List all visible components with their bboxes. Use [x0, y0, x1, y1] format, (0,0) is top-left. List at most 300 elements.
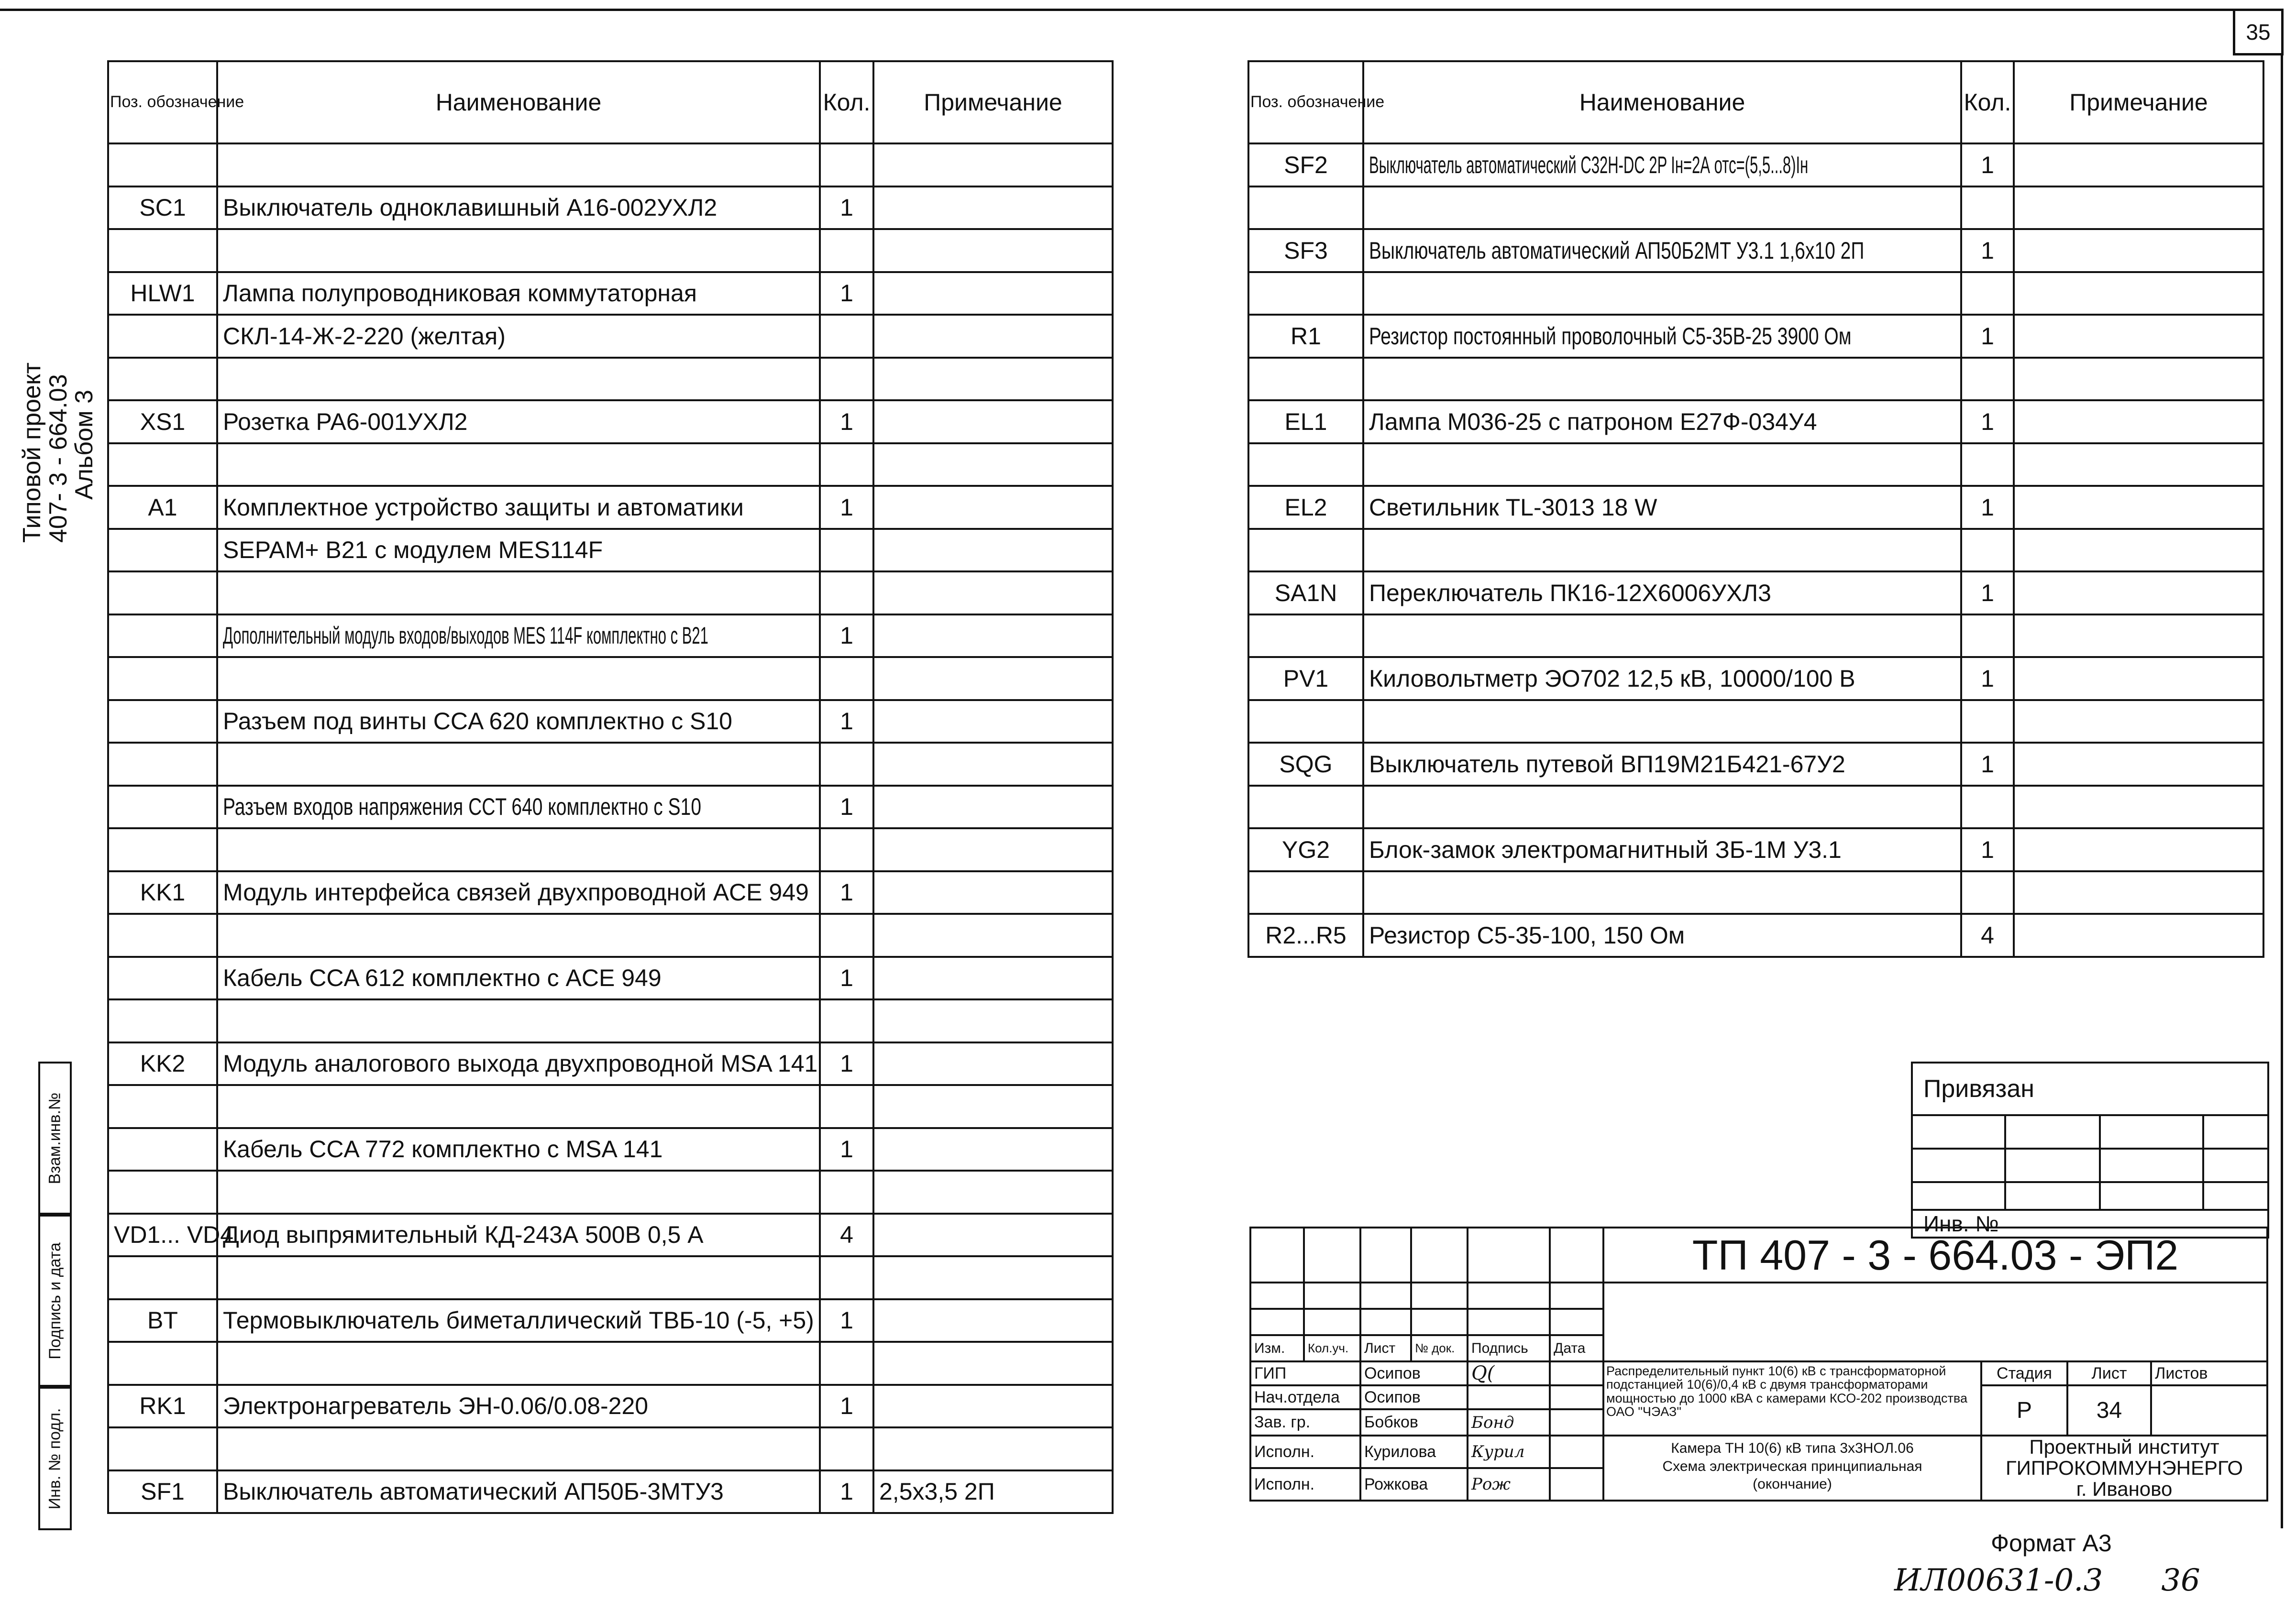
right-border-line: [2281, 55, 2283, 1528]
left-pos-cell: [108, 186, 217, 230]
left-pos-text: KK1: [140, 879, 186, 906]
left-spec-table: [107, 60, 1114, 1514]
right-name-cell: [1363, 358, 1961, 401]
left-qty-cell: [820, 571, 873, 614]
right-qty-text: 1: [1981, 237, 1994, 264]
side-title-line1: Типовой проект: [18, 362, 46, 543]
sheet-title-line3: (окончание): [1753, 1476, 1832, 1492]
left-qty-text: 1: [840, 793, 853, 821]
right-pos-text: EL2: [1284, 493, 1327, 521]
left-pos-cell: [108, 1427, 217, 1470]
left-qty-text: 1: [840, 280, 853, 307]
left-name-text: Комплектное устройство защиты и автоматики: [223, 493, 744, 521]
left-name-text: Модуль интерфейса связей двухпроводной ACE 949: [223, 879, 809, 906]
col-koluch: Кол.уч.: [1304, 1335, 1360, 1361]
title-block: [1249, 1227, 2268, 1502]
right-qty-cell: [1961, 186, 2014, 230]
right-qty-cell: [1961, 914, 2014, 957]
right-pos-cell: [1248, 914, 1363, 957]
left-note-cell: [873, 999, 1113, 1042]
side-title-line2: 407- 3 - 664.03: [44, 374, 72, 543]
right-qty-cell: [1961, 229, 2014, 272]
left-row: [108, 400, 1113, 443]
left-name-text: Разъем под винты CCA 620 комплектно с S10: [223, 708, 732, 735]
left-note-cell: [873, 143, 1113, 186]
right-name-cell: [1363, 143, 1961, 186]
right-pos-cell: [1248, 657, 1363, 700]
role-gip: ГИП: [1250, 1361, 1360, 1385]
right-note-cell: [2014, 186, 2263, 230]
left-note-cell: [873, 443, 1113, 486]
right-pos-text: YG2: [1281, 836, 1330, 863]
left-qty-cell: [820, 614, 873, 658]
left-pos-text: SF1: [141, 1478, 185, 1505]
header-note: Примечание: [2014, 61, 2263, 143]
left-row: [108, 1128, 1113, 1171]
left-row: [108, 999, 1113, 1042]
right-pos-cell: [1248, 529, 1363, 572]
right-qty-cell: [1961, 272, 2014, 315]
left-pos-cell: [108, 786, 217, 829]
left-qty-cell: [820, 1342, 873, 1385]
left-name-cell: [217, 786, 820, 829]
right-note-cell: [2014, 529, 2263, 572]
left-note-cell: [873, 400, 1113, 443]
right-qty-text: 1: [1981, 493, 1994, 521]
left-name-cell: [217, 999, 820, 1042]
right-pos-cell: [1248, 229, 1363, 272]
right-pos-text: SA1N: [1274, 579, 1337, 606]
left-qty-cell: [820, 914, 873, 957]
right-row: [1248, 914, 2263, 957]
left-name-text: Выключатель автоматический АП50Б-3МТУ3: [223, 1478, 724, 1505]
list-value: 34: [2067, 1385, 2151, 1436]
right-pos-cell: [1248, 443, 1363, 486]
right-pos-cell: [1248, 400, 1363, 443]
left-name-text: Выключатель одноклавишный А16-002УХЛ2: [223, 194, 718, 221]
left-qty-cell: [820, 229, 873, 272]
left-note-cell: [873, 957, 1113, 1000]
left-pos-cell: [108, 1128, 217, 1171]
right-row: [1248, 272, 2263, 315]
left-name-cell: [217, 529, 820, 572]
left-pos-cell: [108, 1256, 217, 1299]
project-description: Распределительный пункт 10(6) кВ с трансформаторной подстанцией 10(6)/0,4 кВ с двумя трансформаторами мощностью до 1000 кВА с камерами КСО-202 производства ОАО "ЧЭАЗ": [1603, 1361, 1981, 1436]
left-row: [108, 957, 1113, 1000]
side-stamp-podpis-label: Подпись и дата: [45, 1242, 64, 1360]
right-table-body: [1248, 143, 2263, 957]
left-qty-text: 4: [840, 1221, 853, 1249]
left-row: [108, 614, 1113, 658]
col-ndok: № док.: [1411, 1335, 1468, 1361]
left-pos-cell: [108, 743, 217, 786]
left-note-cell: [873, 486, 1113, 529]
left-name-cell: [217, 1427, 820, 1470]
right-qty-cell: [1961, 443, 2014, 486]
left-note-cell: [873, 743, 1113, 786]
left-name-cell: [217, 914, 820, 957]
left-qty-text: 1: [840, 408, 853, 435]
right-name-cell: [1363, 614, 1961, 658]
left-pos-cell: [108, 828, 217, 871]
left-pos-cell: [108, 1342, 217, 1385]
right-name-text: Выключатель автоматический C32H-DC 2P Iн=2А отс=(5,5...8)Iн: [1369, 151, 1809, 178]
signature-1: Q(: [1468, 1361, 1550, 1385]
left-pos-text: A1: [148, 493, 177, 521]
col-data: Дата: [1550, 1335, 1603, 1361]
right-note-cell: [2014, 828, 2263, 871]
left-qty-cell: [820, 1256, 873, 1299]
right-qty-text: 1: [1981, 665, 1994, 692]
right-qty-cell: [1961, 871, 2014, 914]
right-row: [1248, 571, 2263, 614]
left-pos-cell: [108, 700, 217, 743]
left-note-cell: [873, 1427, 1113, 1470]
left-qty-cell: [820, 143, 873, 186]
left-note-cell: [873, 272, 1113, 315]
left-name-text: Кабель CCA 772 комплектно с MSA 141: [223, 1136, 663, 1163]
right-row: [1248, 186, 2263, 230]
right-qty-cell: [1961, 529, 2014, 572]
col-list: Лист: [1360, 1335, 1411, 1361]
left-name-cell: [217, 272, 820, 315]
right-pos-cell: [1248, 700, 1363, 743]
left-qty-cell: [820, 443, 873, 486]
left-pos-cell: [108, 914, 217, 957]
right-qty-cell: [1961, 571, 2014, 614]
left-pos-cell: [108, 614, 217, 658]
left-pos-cell: [108, 229, 217, 272]
header-pos: Поз. обозначение: [1248, 61, 1363, 143]
left-row: [108, 315, 1113, 358]
left-name-cell: [217, 1128, 820, 1171]
left-row: [108, 229, 1113, 272]
left-name-cell: [217, 443, 820, 486]
right-qty-text: 1: [1981, 408, 1994, 435]
side-title-line3: Альбом 3: [70, 390, 99, 500]
left-note-cell: [873, 186, 1113, 230]
left-row: [108, 1085, 1113, 1128]
right-name-cell: [1363, 871, 1961, 914]
right-note-cell: [2014, 657, 2263, 700]
left-note-cell: [873, 1256, 1113, 1299]
left-note-cell: [873, 229, 1113, 272]
left-name-cell: [217, 229, 820, 272]
left-name-cell: [217, 143, 820, 186]
right-qty-text: 1: [1981, 322, 1994, 350]
left-name-cell: [217, 957, 820, 1000]
left-pos-text: XS1: [140, 408, 186, 435]
left-row: [108, 272, 1113, 315]
left-name-text: Термовыключатель биметаллический ТВБ-10 (-5, +5): [223, 1307, 814, 1334]
left-name-cell: [217, 1171, 820, 1214]
side-stamp-podpis: [38, 1215, 72, 1387]
right-row: [1248, 700, 2263, 743]
left-name-text: Диод выпрямительный КД-243А 500В 0,5 А: [223, 1221, 704, 1249]
left-note-cell: [873, 871, 1113, 914]
right-name-text: Выключатель автоматический АП50Б2МТ У3.1 1,6х10 2П: [1369, 237, 1865, 264]
left-note-cell: [873, 1128, 1113, 1171]
sheet-number: 35: [2246, 20, 2271, 44]
right-row: [1248, 657, 2263, 700]
left-qty-text: 1: [840, 1307, 853, 1334]
left-qty-cell: [820, 1171, 873, 1214]
role-nach: Нач.отдела: [1250, 1385, 1360, 1409]
left-qty-cell: [820, 529, 873, 572]
right-pos-cell: [1248, 743, 1363, 786]
right-row: [1248, 486, 2263, 529]
person-zav: Бобков: [1360, 1409, 1468, 1436]
left-name-cell: [217, 400, 820, 443]
left-row: [108, 443, 1113, 486]
left-qty-text: 1: [840, 194, 853, 221]
right-name-cell: [1363, 700, 1961, 743]
right-note-cell: [2014, 358, 2263, 401]
left-qty-cell: [820, 1299, 873, 1342]
left-pos-text: KK2: [140, 1050, 186, 1077]
format-label: Формат А3: [1991, 1530, 2112, 1557]
left-row: [108, 657, 1113, 700]
header-qty: Кол.: [1961, 61, 2014, 143]
left-qty-cell: [820, 957, 873, 1000]
side-stamp-inv-podl: [38, 1387, 72, 1530]
person-ispoln-2: Рожкова: [1360, 1468, 1468, 1501]
right-note-cell: [2014, 229, 2263, 272]
right-qty-cell: [1961, 700, 2014, 743]
right-name-cell: [1363, 828, 1961, 871]
right-name-text: Лампа М036-25 с патроном Е27Ф-034У4: [1369, 408, 1817, 435]
left-name-cell: [217, 700, 820, 743]
listov-label: Листов: [2151, 1361, 2267, 1385]
side-stamp-inv-podl-label: Инв. № подл.: [45, 1408, 64, 1509]
right-qty-cell: [1961, 614, 2014, 658]
person-ispoln-1: Курилова: [1360, 1436, 1468, 1468]
left-note-cell: [873, 1171, 1113, 1214]
left-qty-text: 1: [840, 622, 853, 649]
left-pos-cell: [108, 571, 217, 614]
right-note-cell: [2014, 871, 2263, 914]
role-zav: Зав. гр.: [1250, 1409, 1360, 1436]
left-pos-cell: [108, 957, 217, 1000]
person-nach: Осипов: [1360, 1385, 1468, 1409]
right-name-text: Переключатель ПК16-12Х6006УХЛ3: [1369, 579, 1771, 606]
left-row: [108, 1042, 1113, 1086]
left-name-text: Разъем входов напряжения CCT 640 комплектно с S10: [223, 793, 702, 821]
right-note-cell: [2014, 743, 2263, 786]
right-row: [1248, 358, 2263, 401]
right-pos-text: R2...R5: [1265, 921, 1347, 949]
left-row: [108, 871, 1113, 914]
left-note-cell: [873, 1385, 1113, 1428]
left-row: [108, 700, 1113, 743]
right-row: [1248, 871, 2263, 914]
left-name-cell: [217, 1085, 820, 1128]
left-note-cell: [873, 571, 1113, 614]
right-name-cell: [1363, 229, 1961, 272]
listov-value: [2151, 1385, 2267, 1436]
left-table-header: [108, 61, 1113, 143]
right-name-text: Резистор постоянный проволочный С5-35В-25 3900 Ом: [1369, 322, 1852, 350]
right-spec-table: [1247, 60, 2264, 958]
left-qty-cell: [820, 999, 873, 1042]
right-qty-text: 1: [1981, 579, 1994, 606]
left-name-cell: [217, 186, 820, 230]
right-note-cell: [2014, 571, 2263, 614]
right-note-cell: [2014, 400, 2263, 443]
left-qty-cell: [820, 700, 873, 743]
right-qty-cell: [1961, 743, 2014, 786]
left-row: [108, 571, 1113, 614]
left-name-cell: [217, 1256, 820, 1299]
left-pos-cell: [108, 315, 217, 358]
right-name-text: Блок-замок электромагнитный ЗБ-1М У3.1: [1369, 836, 1842, 863]
left-row: [108, 358, 1113, 401]
left-pos-cell: [108, 443, 217, 486]
left-row: [108, 828, 1113, 871]
right-name-cell: [1363, 400, 1961, 443]
organization: [1981, 1436, 2267, 1501]
left-pos-cell: [108, 272, 217, 315]
left-pos-cell: [108, 529, 217, 572]
right-qty-text: 4: [1981, 921, 1994, 949]
right-name-cell: [1363, 186, 1961, 230]
right-qty-text: 1: [1981, 750, 1994, 778]
header-name: Наименование: [1363, 61, 1961, 143]
left-pos-cell: [108, 358, 217, 401]
binding-title: Привязан: [1912, 1063, 2268, 1115]
right-row: [1248, 786, 2263, 829]
left-qty-cell: [820, 786, 873, 829]
doc-code: ТП 407 - 3 - 664.03 - ЭП2: [1603, 1228, 2267, 1283]
left-qty-cell: [820, 1427, 873, 1470]
left-pos-cell: [108, 143, 217, 186]
org-line2: ГИПРОКОММУНЭНЕРГО: [2005, 1457, 2243, 1480]
right-pos-cell: [1248, 614, 1363, 658]
right-row: [1248, 400, 2263, 443]
right-row: [1248, 828, 2263, 871]
left-name-cell: [217, 828, 820, 871]
left-note-cell: [873, 1085, 1113, 1128]
right-name-text: Выключатель путевой ВП19М21Б421-67У2: [1369, 750, 1845, 778]
left-name-cell: [217, 315, 820, 358]
left-name-cell: [217, 657, 820, 700]
left-pos-cell: [108, 1385, 217, 1428]
sheet-title: [1603, 1436, 1981, 1501]
sheet-number-box: [2233, 9, 2284, 55]
left-name-text: Лампа полупроводниковая коммутаторная: [223, 280, 697, 307]
left-name-cell: [217, 1214, 820, 1257]
left-note-cell: [873, 1299, 1113, 1342]
left-name-text: Дополнительный модуль входов/выходов MES 114F комплектно с B21: [223, 622, 708, 649]
left-row: [108, 143, 1113, 186]
left-name-cell: [217, 358, 820, 401]
left-pos-cell: [108, 1042, 217, 1086]
left-name-text: Модуль аналогового выхода двухпроводной MSA 141: [223, 1050, 818, 1077]
role-ispoln-2: Исполн.: [1250, 1468, 1360, 1501]
right-name-text: Светильник TL-3013 18 W: [1369, 493, 1657, 521]
header-pos: Поз. обозначение: [108, 61, 217, 143]
right-pos-cell: [1248, 871, 1363, 914]
side-stamp-zam-inv-label: Взам.инв.№: [45, 1092, 64, 1184]
left-qty-cell: [820, 272, 873, 315]
left-table-body: [108, 143, 1113, 1513]
right-name-cell: [1363, 914, 1961, 957]
right-pos-cell: [1248, 272, 1363, 315]
top-border-line: [0, 9, 2234, 11]
left-qty-text: 1: [840, 1136, 853, 1163]
left-qty-text: 1: [840, 493, 853, 521]
left-row: [108, 1299, 1113, 1342]
org-line3: г. Иваново: [2076, 1478, 2173, 1501]
sheet-title-line2: Схема электрическая принципиальная: [1662, 1458, 1922, 1474]
left-note-cell: [873, 1042, 1113, 1086]
left-name-text: СКЛ-14-Ж-2-220 (желтая): [223, 322, 506, 350]
right-pos-cell: [1248, 571, 1363, 614]
left-name-cell: [217, 1042, 820, 1086]
right-qty-cell: [1961, 486, 2014, 529]
left-pos-cell: [108, 657, 217, 700]
binding-inv: Инв. №: [1912, 1210, 2268, 1238]
right-name-cell: [1363, 571, 1961, 614]
right-pos-text: R1: [1291, 322, 1321, 350]
right-name-cell: [1363, 743, 1961, 786]
left-name-cell: [217, 871, 820, 914]
right-table-header: [1248, 61, 2263, 143]
right-note-cell: [2014, 614, 2263, 658]
stage-value: Р: [1981, 1385, 2067, 1436]
left-pos-cell: [108, 1470, 217, 1513]
left-note-cell: [873, 315, 1113, 358]
list-label: Лист: [2067, 1361, 2151, 1385]
left-name-text: SEPAM+ B21 с модулем MES114F: [223, 537, 603, 564]
right-row: [1248, 229, 2263, 272]
right-qty-text: 1: [1981, 151, 1994, 178]
right-row: [1248, 143, 2263, 186]
left-pos-cell: [108, 1085, 217, 1128]
left-qty-cell: [820, 871, 873, 914]
person-gip: Осипов: [1360, 1361, 1468, 1385]
left-qty-cell: [820, 315, 873, 358]
right-name-text: Резистор С5-35-100, 150 Ом: [1369, 921, 1685, 949]
binding-block: [1911, 1062, 2269, 1239]
left-row: [108, 1427, 1113, 1470]
left-row: [108, 1214, 1113, 1257]
right-row: [1248, 315, 2263, 358]
left-pos-text: BT: [147, 1307, 178, 1334]
right-name-cell: [1363, 529, 1961, 572]
left-note-cell: [873, 1342, 1113, 1385]
header-qty: Кол.: [820, 61, 873, 143]
left-pos-cell: [108, 1171, 217, 1214]
left-pos-cell: [108, 1299, 217, 1342]
right-qty-cell: [1961, 143, 2014, 186]
right-pos-cell: [1248, 315, 1363, 358]
left-note-cell: [873, 700, 1113, 743]
right-pos-text: SF3: [1284, 237, 1328, 264]
left-row: [108, 486, 1113, 529]
side-stamp-zam-inv: [38, 1062, 72, 1215]
left-qty-cell: [820, 1385, 873, 1428]
left-row: [108, 186, 1113, 230]
right-name-text: Киловольтметр ЭО702 12,5 кВ, 10000/100 В: [1369, 665, 1855, 692]
left-qty-text: 1: [840, 708, 853, 735]
right-qty-cell: [1961, 400, 2014, 443]
header-name: Наименование: [217, 61, 820, 143]
left-note-cell: [873, 614, 1113, 658]
left-note-cell: [873, 529, 1113, 572]
left-qty-cell: [820, 1042, 873, 1086]
right-note-cell: [2014, 315, 2263, 358]
